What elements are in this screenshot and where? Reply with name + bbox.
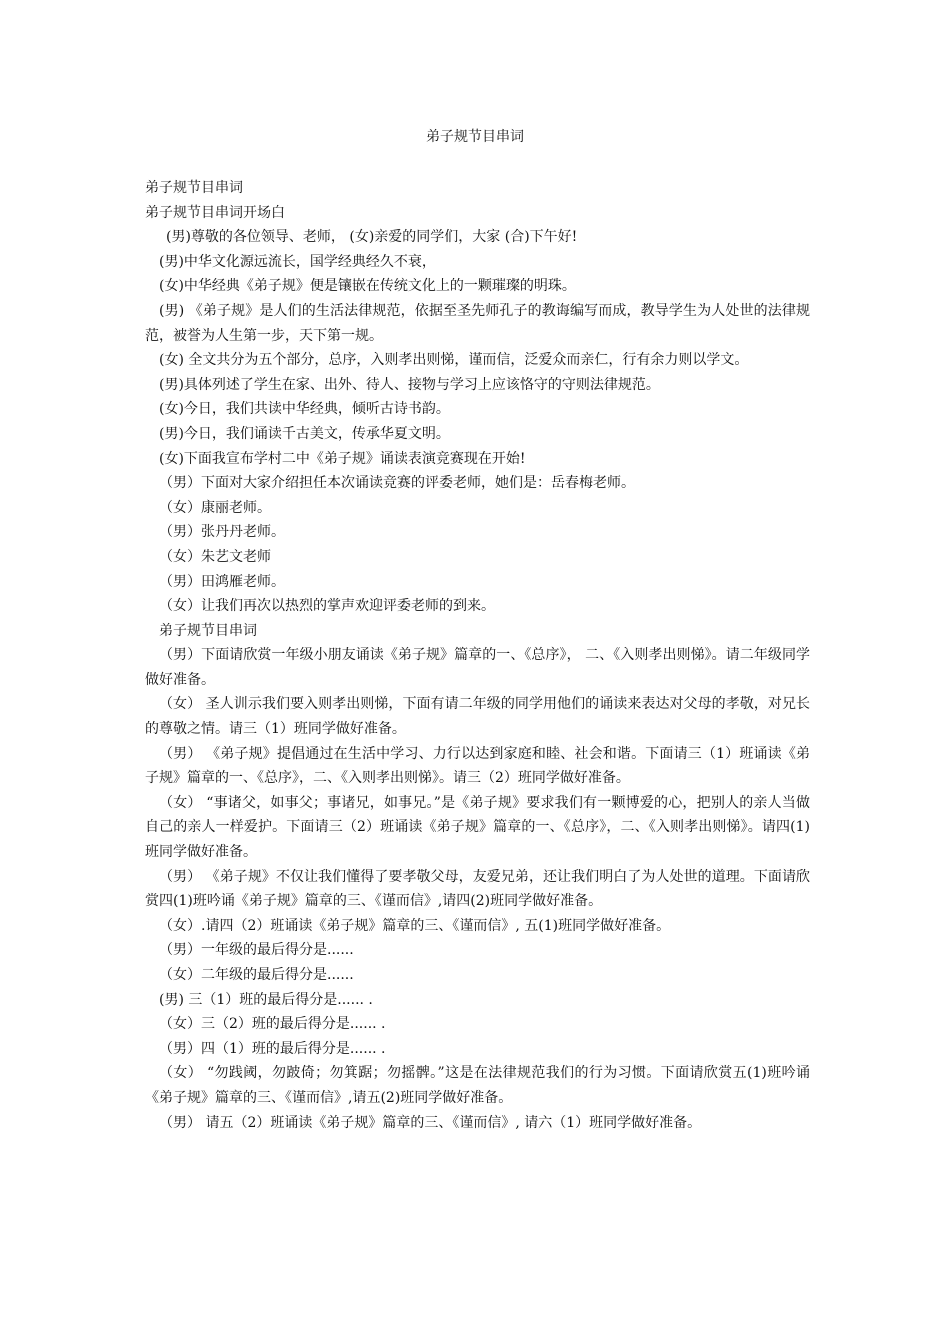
paragraph: (男)具体列述了学生在家、出外、待人、接物与学习上应该恪守的守则法律规范。 — [159, 376, 660, 393]
paragraph: （女）.请四（2）班诵读《弟子规》篇章的三、《谨而信》, 五(1)班同学做好准备。 — [159, 917, 671, 934]
paragraph: （男）下面请欣赏一年级小朋友诵读《弟子规》篇章的一、《总序》， 二、《入则孝出则悌》。请二年级同学做好准备。 — [145, 647, 810, 688]
paragraph: 弟子规节目串词 — [145, 180, 243, 196]
paragraph: (男)今日，我们诵读千古美文，传承华夏文明。 — [159, 425, 450, 442]
paragraph: （男）下面对大家介绍担任本次诵读竞赛的评委老师，她们是：岳春梅老师。 — [159, 475, 635, 492]
paragraph: (男)尊敬的各位领导、老师， (女)亲爱的同学们，大家 (合)下午好! — [166, 229, 578, 246]
paragraph: （女）康丽老师。 — [159, 499, 271, 516]
paragraph: （女）三（2）班的最后得分是...... . — [159, 1016, 386, 1033]
paragraph: （女） “勿践阈，勿跛倚；勿箕踞；勿摇髀。”这是在法律规范我们的行为习惯。下面请欣赏五(1)班吟诵《弟子规》篇章的三、《谨而信》,请五(2)班同学做好准备。 — [145, 1065, 810, 1106]
paragraph: (男) 三（1）班的最后得分是...... . — [159, 991, 373, 1008]
paragraph: （男） 请五（2）班诵读《弟子规》篇章的三、《谨而信》, 请六（1）班同学做好准备。 — [159, 1114, 702, 1131]
paragraph: (男) 《弟子规》是人们的生活法律规范，依据至圣先师孔子的教诲编写而成，教导学生为人处世的法律规范，被誉为人生第一步，天下第一规。 — [145, 302, 810, 344]
paragraph: (女)今日，我们共读中华经典，倾听古诗书韵。 — [159, 401, 450, 418]
paragraph: （女）让我们再次以热烈的掌声欢迎评委老师的到来。 — [159, 598, 495, 615]
document-title: 弟子规节目串词 — [426, 129, 524, 145]
paragraph: （女）朱艺文老师 — [159, 548, 271, 565]
paragraph: 弟子规节目串词 — [159, 622, 257, 639]
paragraph: (女) 全文共分为五个部分，总序，入则孝出则悌，谨而信，泛爱众而亲仁，行有余力则以学文。 — [159, 352, 749, 369]
paragraph: （男）田鸿雁老师。 — [159, 573, 285, 590]
paragraph: 弟子规节目串词开场白 — [145, 204, 285, 221]
paragraph: （女）二年级的最后得分是...... — [159, 967, 354, 983]
paragraph: (女)中华经典《弟子规》便是镶嵌在传统文化上的一颗璀璨的明珠。 — [159, 278, 576, 295]
paragraph: （男）张丹丹老师。 — [159, 524, 285, 541]
paragraph: （男）一年级的最后得分是...... — [159, 942, 354, 959]
paragraph: (女)下面我宣布学村二中《弟子规》诵读表演竞赛现在开始! — [159, 450, 526, 467]
document-body — [145, 176, 810, 1135]
paragraph: (男)中华文化源远流长，国学经典经久不衰， — [159, 253, 436, 270]
paragraph: （女） “事诸父，如事父；事诸兄，如事兄。”是《弟子规》要求我们有一颗博爱的心，把别人的亲人当做自己的亲人一样爱护。下面请三（2）班诵读《弟子规》篇章的一、《总序》，二、《入则孝出则悌》。请四(1)班同学做好准备。 — [145, 794, 810, 861]
paragraph: （男）四（1）班的最后得分是...... . — [159, 1040, 386, 1057]
paragraph: （男） 《弟子规》提倡通过在生活中学习、力行以达到家庭和睦、社会和谐。下面请三（1）班诵读《弟子规》篇章的一、《总序》，二、《入则孝出则悌》。请三（2）班同学做好准备。 — [145, 745, 810, 787]
paragraph: （男） 《弟子规》不仅让我们懂得了要孝敬父母，友爱兄弟，还让我们明白了为人处世的道理。下面请欣赏四(1)班吟诵《弟子规》篇章的三、《谨而信》,请四(2)班同学做好准备。 — [145, 868, 810, 910]
paragraph: （女） 圣人训示我们要入则孝出则悌，下面有请二年级的同学用他们的诵读来表达对父母的孝敬，对兄长的尊敬之情。请三（1）班同学做好准备。 — [145, 696, 810, 738]
